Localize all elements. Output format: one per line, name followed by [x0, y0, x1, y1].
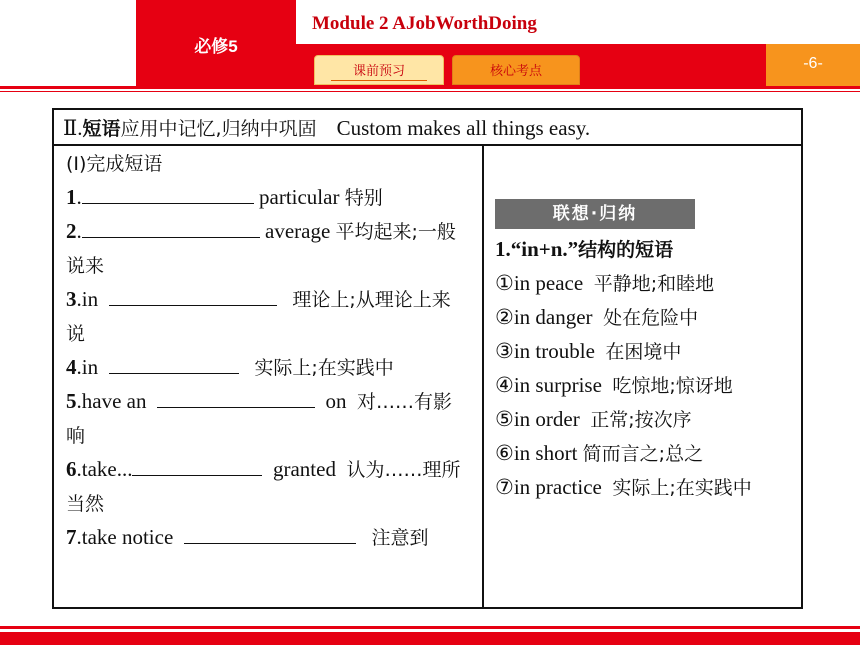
course-banner: [136, 0, 296, 86]
item-suffix: on: [320, 389, 347, 413]
phrase-cn: 实际上;在实践中: [612, 477, 752, 499]
phrase-marker: ①: [495, 271, 514, 295]
item-number: 2: [66, 219, 77, 243]
section-title-rest: 应用中记忆,归纳中巩固: [120, 118, 317, 140]
item-suffix: [277, 287, 282, 311]
item-number: 5: [66, 389, 77, 413]
item-meaning: 实际上;在实践中: [254, 357, 394, 379]
content-box: [52, 108, 803, 609]
section-motto: Custom makes all things easy.: [336, 116, 591, 140]
item-meaning: 注意到: [371, 527, 429, 549]
answer-blank[interactable]: [132, 455, 262, 476]
answer-blank[interactable]: [109, 285, 277, 306]
tab-key-points[interactable]: [452, 55, 580, 85]
item-suffix: [239, 355, 244, 379]
exercise-item: [66, 351, 466, 385]
page-number-box: [766, 44, 860, 86]
section-title: [54, 110, 801, 146]
tab-key-points-label: 核心考点: [489, 63, 542, 78]
exercise-heading: (Ⅰ)完成短语: [66, 153, 163, 175]
answer-blank[interactable]: [109, 353, 239, 374]
item-meaning: 理论上;从理论上来说: [66, 289, 451, 345]
header-rule: [0, 86, 860, 89]
phrase-en: in trouble: [513, 339, 595, 363]
exercise-item: [66, 385, 466, 453]
section-number: Ⅱ.: [63, 116, 83, 140]
item-suffix: [356, 525, 361, 549]
item-prefix: .: [76, 185, 82, 209]
item-meaning: 特别: [344, 187, 383, 209]
phrase-cn: 简而言之;总之: [582, 443, 704, 465]
summary-heading-cn: 结构的短语: [578, 239, 674, 261]
phrase-cn: 吃惊地;惊讶地: [612, 375, 733, 397]
item-meaning: 平均起来;一般说来: [66, 221, 456, 277]
phrase-en: in short: [513, 441, 578, 465]
summary-badge: 联想·归纳: [495, 199, 695, 229]
answer-blank[interactable]: [157, 387, 315, 408]
course-label: 必修5: [194, 37, 238, 56]
column-divider: [482, 146, 484, 607]
item-prefix: .have an: [76, 389, 147, 413]
exercise-item: [66, 215, 466, 283]
summary-column: [495, 196, 795, 505]
item-meaning: 认为……理所当然: [66, 459, 461, 515]
item-prefix: .in: [76, 287, 99, 311]
phrase-item: [495, 301, 795, 335]
summary-heading: [495, 233, 795, 267]
phrase-cn: 在困境中: [605, 341, 682, 363]
tab-active-indicator: [331, 80, 427, 81]
phrase-en: in peace: [513, 271, 584, 295]
exercise-item: [66, 521, 466, 555]
footer-bar: [0, 632, 860, 645]
answer-blank[interactable]: [82, 183, 254, 204]
exercise-item: [66, 453, 466, 521]
item-number: 1: [66, 185, 77, 209]
phrase-item: [495, 437, 795, 471]
phrase-en: in danger: [513, 305, 593, 329]
phrase-item: [495, 369, 795, 403]
item-prefix: .in: [76, 355, 99, 379]
item-number: 3: [66, 287, 77, 311]
page-number: -6-: [803, 55, 823, 72]
item-suffix: particular: [253, 185, 340, 209]
item-number: 6: [66, 457, 77, 481]
answer-blank[interactable]: [184, 523, 356, 544]
tab-preview-label: 课前预习: [352, 63, 405, 78]
phrase-marker: ⑤: [495, 407, 514, 431]
phrase-marker: ④: [495, 373, 514, 397]
footer-rule: [0, 626, 860, 629]
phrase-marker: ③: [495, 339, 514, 363]
exercise-column: [66, 148, 466, 555]
item-number: 4: [66, 355, 77, 379]
item-prefix: .: [76, 219, 82, 243]
phrase-cn: 处在危险中: [603, 307, 699, 329]
phrase-en: in surprise: [513, 373, 602, 397]
phrase-item: [495, 403, 795, 437]
item-number: 7: [66, 525, 77, 549]
exercise-item: [66, 181, 466, 215]
phrase-marker: ⑥: [495, 441, 514, 465]
phrase-item: [495, 471, 795, 505]
answer-blank[interactable]: [82, 217, 260, 238]
summary-heading-en: 1.“in+n.”: [495, 237, 579, 261]
item-prefix: .take notice: [76, 525, 174, 549]
item-suffix: granted: [267, 457, 336, 481]
phrase-marker: ⑦: [495, 475, 514, 499]
phrase-en: in practice: [513, 475, 602, 499]
phrase-cn: 正常;按次序: [590, 409, 692, 431]
phrase-cn: 平静地;和睦地: [593, 273, 715, 295]
item-prefix: .take...: [76, 457, 133, 481]
exercise-item: [66, 283, 466, 351]
phrase-en: in order: [513, 407, 580, 431]
tab-preview[interactable]: [314, 55, 444, 85]
phrase-marker: ②: [495, 305, 514, 329]
phrase-item: [495, 267, 795, 301]
header-rule-thin: [0, 91, 860, 92]
module-title: Module 2 AJobWorthDoing: [312, 13, 537, 34]
section-title-bold: 短语: [82, 118, 121, 140]
item-meaning: 对……有影响: [66, 391, 452, 447]
item-suffix: average: [259, 219, 331, 243]
phrase-item: [495, 335, 795, 369]
